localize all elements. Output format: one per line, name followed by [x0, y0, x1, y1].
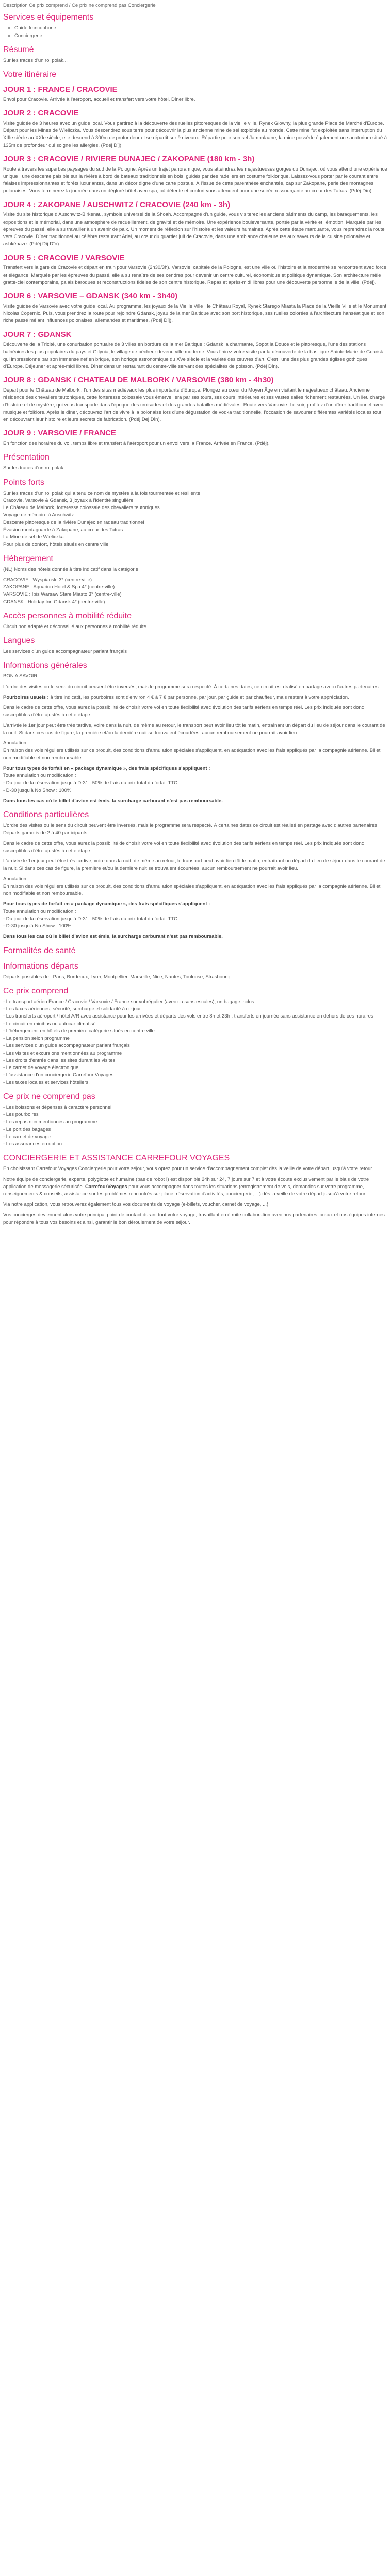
list-item: - Les taxes locales et services hôteliers.: [3, 1079, 90, 1086]
day-8-title: JOUR 8 : GDANSK / CHATEAU DE MALBORK / VARSOVIE (380 km - 4h30): [3, 376, 274, 385]
conditions-carburant-note: Dans tous les cas où le billet d'avion est émis, la surcharge carburant n'est pas remboursable.: [3, 934, 223, 940]
list-item: Voyage de mémoire à Auschwitz: [3, 512, 74, 518]
day-7-text: Découverte de la Tricité, une conurbation portuaire de 3 villes en bordure de la mer Baltique : Gdansk la charmante, Sopot la Douce et le pittoresque, l'une des stations balnéaires les plus populaires du pays et Gdynia, le village de pêcheur devenu ville moderne. Vous finirez votre visite par la découverte de la basilique Sainte-Marie de Gdańsk qui impressionne par son immense nef en brique, son horloge astronomique du XVe siècle et la variété des œuvres d'art. C'est l'une des plus grandes églises gothiques d'Europe. Déjeuner et après-midi libres. Dîner dans un restaurant du centre-ville servant des spécialités de poisson. (Pdéj Dîn).: [3, 342, 383, 369]
annulation-label: Annulation :: [3, 740, 29, 746]
conciergerie-p3: Via notre application, vous retrouverez également tous vos documents de voyage (e-billets, voucher, carnet de voyage, ...): [3, 1201, 269, 1208]
day-7-title: JOUR 7 : GDANSK: [3, 330, 72, 339]
list-item: - Les droits d'entrée dans les sites durant les visites: [3, 1057, 116, 1063]
list-item: ZAKOPANE : Aquarion Hotel & Spa 4* (centre-ville): [3, 584, 115, 590]
day-9-text: En fonction des horaires du vol, temps libre et transfert à l'aéroport pour un envol vers la France. Arrivée en France. (Pdéj).: [3, 440, 270, 446]
resume-title: Résumé: [3, 45, 34, 54]
day-9-title: JOUR 9 : VARSOVIE / FRANCE: [3, 429, 116, 438]
itinerary-title: Votre itinéraire: [3, 70, 57, 79]
package-line: Toute annulation ou modification :: [3, 908, 76, 914]
presentation-title: Présentation: [3, 453, 50, 462]
comprend-list: [3, 998, 388, 1087]
conditions-package-title: Pour tous types de forfait en « package dynamique », des frais spécifiques s'appliquent :: [3, 901, 210, 907]
departs-text: Départs possibles de : Paris, Bordeaux, Lyon, Montpellier, Marseille, Nice, Nantes, Toulouse, Strasbourg: [3, 974, 230, 980]
list-item: - L'hébergement en hôtels de première catégorie situés en centre ville: [3, 1028, 155, 1034]
day-2-text: Visite guidée de 3 heures avec un guide local. Vous partirez à la découverte des ruelles pittoresques de la vieille ville, Rynek Glowny, la plus grande Place de Marché d'Europe. Départ pour les Mines de Wieliczka. Vous descendrez sous terre pour découvrir la plus ancienne mine de sel exploitée au monde. Cette mine fut exploitée sans interruption du XIIIe siècle au XXIe siècle, elle descend à 300m de profondeur et se répartit sur 9 niveaux. Répartie pour son sel Jambalaane, la mine possède également un sanatorium situé à 135m de profondeur qui soigne les allergies. (Pdéj Dîj).: [3, 120, 387, 148]
conciergerie-p2-c: pour vous accompagner dans toutes les situations (enregistrement de vols, demandes sur votre programme, renseignements & conseils, assistance sur les problèmes rencontrés sur place, réservation d'activités, conciergerie, ...) dès la veille de votre départ jusqu'à votre retour.: [3, 1183, 367, 1197]
page: [0, 0, 391, 1233]
list-item: • Guide francophone: [14, 25, 388, 32]
conditions-p1: L'ordre des visites ou le sens du circuit peuvent être inversés, mais le programme sera respecté. À certaines dates ce circuit est réalisé en partage avec d'autres partenaires: [3, 823, 377, 828]
points-forts-title: Points forts: [3, 478, 45, 487]
package-title: Pour tous types de forfait en « package dynamique », des frais spécifiques s'appliquent :: [3, 765, 210, 771]
conciergerie-p1: En choisissant Carrefour Voyages Conciergerie pour votre séjour, vous optez pour un service d'accompagnement complet dès la veille de votre départ jusqu'à votre retour.: [3, 1166, 373, 1172]
ne-comprend-list: [3, 1104, 388, 1148]
day-4-text: Visite du site historique d'Auschwitz-Birkenau, symbole universel de la Shoah. Accompagné d'un guide, vous visiterez les anciens bâtiments du camp, les baraquements, les expositions et le mémorial, dans une atmosphère de recueillement, de gravité et de mémoire. Une expérience bouleversante, portée par la vérité et l'émotion. Marquée par les épreuves du passé, elle a su travailler à un avenir de paix. Un moment de réflexion sur l'histoire et les valeurs humaines. Après cette étape marquante, vous reprendrez la route vers Cracovie. Dîner traditionnel au célèbre restaurant Ariel, au cœur du quartier juif de Cracovie, dans une ambiance chaleureuse aux saveurs de la cuisine polonaise et ashkénaze. (Pdéj Dîj Dîn).: [3, 212, 385, 247]
conditions-title: Conditions particulières: [3, 810, 89, 819]
list-item: - Le carnet de voyage électronique: [3, 1065, 79, 1071]
list-item: Le Château de Malbork, forteresse colossale des chevaliers teutoniques: [3, 505, 160, 511]
day-1-text: Envol pour Cracovie. Arrivée à l'aéroport, accueil et transfert vers votre hôtel. Dîner libre.: [3, 96, 196, 103]
day-6-text: Visite guidée de Varsovie avec votre guide local. Au programme, les joyaux de la Vieille Ville : le Château Royal, Rynek Starego Miasta la Place de la Vieille Ville et le Monument Nicolas Copernic. Puis, vous prendrez la route pour rejoindre Gdansk, joyau de la mer Baltique avec son port historique, ses ruelles colorées à l'architecture hanséatique et son riche passé mêlant influences polonaises, allemandes et maritimes. (Pdéj Dîj).: [3, 303, 386, 324]
conciergerie-p2: [3, 1176, 388, 1198]
langues-title: Langues: [3, 636, 35, 645]
list-item: - Les assurances en option: [3, 1141, 62, 1147]
ne-comprend-title: Ce prix ne comprend pas: [3, 1092, 95, 1101]
list-item: - Le carnet de voyage: [3, 1133, 51, 1140]
list-item: CRACOVIE : Wyspianski 3* (centre-ville): [3, 577, 92, 583]
infos-p3: Dans le cadre de cette offre, vous aurez la possibilité de choisir votre vol en toute flexibilité avec évolution des tarifs aériens en temps réel. Les prix indiqués sont donc susceptibles d'être ajustés à cette étape.: [3, 705, 364, 718]
day-6-title: JOUR 6 : VARSOVIE – GDANSK (340 km - 3h40): [3, 292, 178, 300]
day-3-title: JOUR 3 : CRACOVIE / RIVIERE DUNAJEC / ZAKOPANE (180 km - 3h): [3, 154, 255, 163]
list-item: GDANSK : Holiday Inn Gdansk 4* (centre-ville): [3, 599, 105, 605]
list-item: Descente pittoresque de la rivière Dunajec en radeau traditionnel: [3, 519, 144, 526]
bon-a-savoir: BON A SAVOIR: [3, 673, 38, 680]
list-item: - Les taxes aériennes, sécurité, surcharge et solidarité à ce jour: [3, 1006, 141, 1012]
list-item: Pour plus de confort, hôtels situés en centre ville: [3, 541, 109, 548]
conditions-p4: L'arrivée le 1er jour peut être très tardive, voire dans la nuit, de même au retour, le transport peut avoir lieu tôt le matin, entraînant un départ du lieu de séjour dans le courant de la nuit. Si dans ces cas de figure, la première et/ou la dernière nuit se trouvaient écourtées, aucun remboursement ne pourrait avoir lieu.: [3, 858, 385, 872]
list-item: - La pension selon programme: [3, 1036, 70, 1041]
conditions-annulation-text: En raison des vols réguliers utilisés sur ce produit, des conditions d'annulation spéciales s'appliquent, en adéquation avec les frais appliqués par la compagnie aérienne. Billet non modifiable et non remboursable.: [3, 883, 381, 896]
list-item: - Les repas non mentionnés au programme: [3, 1119, 97, 1125]
list-item: Sur les traces d'un roi polak qui a tenu ce nom de mystère à la fois tourmentée et résiliente: [3, 490, 201, 496]
day-1-title: JOUR 1 : FRANCE / CRACOVIE: [3, 85, 118, 94]
hebergement-title: Hébergement: [3, 554, 53, 563]
list-item: - Les pourboires: [3, 1112, 39, 1117]
day-5-text: Transfert vers la gare de Cracovie et départ en train pour Varsovie (2h30/3h). Varsovie, capitale de la Pologne, est une ville où l'histoire et la modernité se rencontrent avec force et élégance. Marquée par les épreuves du passé, elle a su renaître de ses cendres pour devenir un centre culturel, économique et politique dynamique. Son architecture mêle gratte-ciel contemporains, palais baroques et reconstructions fidèles de son centre historique. Repas et après-midi libres pour une découverte personnelle de la ville. (Pdéj).: [3, 265, 387, 285]
list-item: - Le port des bagages: [3, 1126, 51, 1132]
day-5-title: JOUR 5 : CRACOVIE / VARSOVIE: [3, 253, 125, 262]
list-item: - Les transferts aéroport / hôtel A/R avec assistance pour les arrivées et départs des vols entre 8h et 23h ; transferts en journée sans assistance en dehors de ces horaires: [3, 1013, 373, 1020]
infos-generales-title: Informations générales: [3, 661, 87, 670]
list-item: - Le transport aérien France / Cracovie / Varsovie / France sur vol régulier (avec ou sans escales), un bagage inclus: [3, 998, 254, 1005]
infos-p1: L'ordre des visites ou le sens du circuit peuvent être inversés, mais le programme sera respecté. À certaines dates, ce circuit est réalisé en partage avec d'autres partenaires.: [3, 684, 380, 690]
package-line: - D-30 jusqu'à No Show : 100%: [3, 923, 72, 929]
resume-text: Sur les traces d'un roi polak...: [3, 57, 68, 63]
hebergement-intro: (NL) Noms des hôtels donnés à titre indicatif dans la catégorie: [3, 566, 138, 572]
points-forts-list: [3, 490, 388, 549]
package-line: Toute annulation ou modification :: [3, 773, 76, 778]
infos-p4: L'arrivée le 1er jour peut être très tardive, voire dans la nuit, de même au retour, le transport peut avoir lieu tôt le matin, entraînant un départ du lieu de séjour dans le courant de la nuit. Si dans ces cas de figure, la première et/ou la dernière nuit se trouvaient écourtées, aucun remboursement ne pourrait avoir lieu.: [3, 722, 385, 736]
hebergement-list: [3, 577, 388, 606]
conciergerie-brand: CarrefourVoyages: [85, 1183, 127, 1190]
package-line: - Du jour de la réservation jusqu'à D-31 : 50% de frais du prix total du forfait TTC: [3, 780, 177, 786]
conciergerie-p2-a: Notre équipe de conciergerie, experte, polyglotte et humaine (pas de robot !) est disponible 24h sur 24, 7 jours sur 7 et à votre écoute exclusivement par le biais de votre application de messagerie sécurisée.: [3, 1176, 369, 1190]
comprend-title: Ce prix comprend: [3, 986, 69, 995]
list-item: VARSOVIE : Ibis Warsaw Stare Miasto 3* (centre-ville): [3, 591, 122, 598]
services-list: [3, 25, 388, 40]
conditions-annulation-label: Annulation :: [3, 876, 29, 882]
pourboires-label: Pourboires usuels :: [3, 694, 49, 700]
list-item: - L'assistance d'un conciergerie Carrefour Voyages: [3, 1072, 114, 1078]
pourboires-text: à titre indicatif, les pourboires sont d'environ 4 € à 7 € par personne, par jour, par guide et par chauffeur, mais restent à votre appréciation.: [48, 694, 349, 700]
list-item: Évasion montagnarde à Zakopane, au cœur des Tatras: [3, 527, 123, 533]
breadcrumb: Description Ce prix comprend / Ce prix ne comprend pas Conciergerie: [3, 3, 156, 8]
acces-text: Circuit non adapté et déconseillé aux personnes à mobilité réduite.: [3, 623, 148, 630]
list-item: - Les services d'un guide accompagnateur parlant français: [3, 1043, 130, 1049]
langues-text: Les services d'un guide accompagnateur parlant français: [3, 649, 127, 654]
list-item: • Conciergerie: [14, 32, 388, 40]
day-2-title: JOUR 2 : CRACOVIE: [3, 109, 79, 117]
carburant-note: Dans tous les cas où le billet d'avion est émis, la surcharge carburant n'est pas remboursable.: [3, 798, 223, 804]
conciergerie-p4: Vos concierges deviennent alors votre principal point de contact durant tout votre voyage, travaillant en étroite collaboration avec nos partenaires locaux et nos équipes internes pour répondre à tous vos besoins et ainsi, garantir le bon déroulement de votre séjour.: [3, 1212, 385, 1225]
list-item: - Les boissons et dépenses à caractère personnel: [3, 1104, 112, 1110]
list-item: Cracovie, Varsovie & Gdansk, 3 joyaux à l'identité singulière: [3, 497, 134, 503]
day-8-text: Départ pour le Château de Malbork : l'un des sites médiévaux les plus importants d'Europe. Plongez au cœur du Moyen Âge en visitant le majestueux château. Ancienne résidence des chevaliers teutoniques, cette forteresse colossale vous émerveillera par ses tours, ses cours intérieures et ses vastes salles richement restaurées. Un lieu chargé d'histoire et de mystère, qui vous transporte dans l'époque des croisades et des grandes batailles médiévales. Route vers Varsovie. Le soir, profitez d'un dîner traditionnel avec musique et folklore. Après le dîner, découvrez l'art de vivre à la polonaise lors d'une dégustation de vodka traditionnelle, l'occasion de savourer différentes variétés locales tout en découvrant leur histoire et leurs secrets de fabrication. (Pdéj Dej Dîn).: [3, 387, 385, 422]
list-item: La Mine de sel de Wieliczka: [3, 534, 64, 540]
infos-p2: [3, 694, 388, 701]
day-3-text: Route à travers les superbes paysages du sud de la Pologne. Après un trajet panoramique, vous atteindrez les majestueuses gorges du Dunajec, où vous attend une expérience unique : une descente paisible sur la rivière à bord de bateaux traditionnels en bois, guidés par des radeliers en costume folklorique. Laissez-vous porter par le courant entre falaises impressionnantes et forêts luxuriantes, dans un décor digne d'une carte postale. À l'issue de cette parenthèse enchantée, cap sur Zakopane, perle des montagnes polonaises. Vous terminerez la journée dans un dégluré hôtel avec spa, où détente et confort vous attendent pour une soirée ressourçante au cœur des Tatras. (Pdéj Dîn).: [3, 166, 387, 194]
day-4-title: JOUR 4 : ZAKOPANE / AUSCHWITZ / CRACOVIE (240 km - 3h): [3, 200, 231, 209]
annulation-text: En raison des vols réguliers utilisés sur ce produit, des conditions d'annulation spéciales s'appliquent, en adéquation avec les frais appliqués par la compagnie aérienne. Billet non modifiable et non remboursable.: [3, 748, 381, 761]
conditions-p1b: Départs garantis de 2 à 40 participants: [3, 830, 88, 836]
conditions-p3: Dans le cadre de cette offre, vous aurez la possibilité de choisir votre vol en toute flexibilité avec évolution des tarifs aériens en temps réel. Les prix indiqués sont donc susceptibles d'être ajustés à cette étape.: [3, 840, 364, 854]
formalites-title: Formalités de santé: [3, 946, 76, 955]
departs-title: Informations départs: [3, 961, 78, 971]
package-line: - Du jour de la réservation jusqu'à D-31 : 50% de frais du prix total du forfait TTC: [3, 916, 177, 922]
acces-title: Accès personnes à mobilité réduite: [3, 611, 132, 620]
conciergerie-title: CONCIERGERIE ET ASSISTANCE CARREFOUR VOYAGES: [3, 1154, 230, 1163]
presentation-text: Sur les traces d'un roi polak...: [3, 465, 68, 471]
list-item: - Les visites et excursions mentionnées au programme: [3, 1050, 122, 1056]
services-title: Services et équipements: [3, 13, 94, 22]
list-item: - Le circuit en minibus ou autocar climatisé: [3, 1021, 96, 1027]
package-line: - D-30 jusqu'à No Show : 100%: [3, 787, 72, 793]
